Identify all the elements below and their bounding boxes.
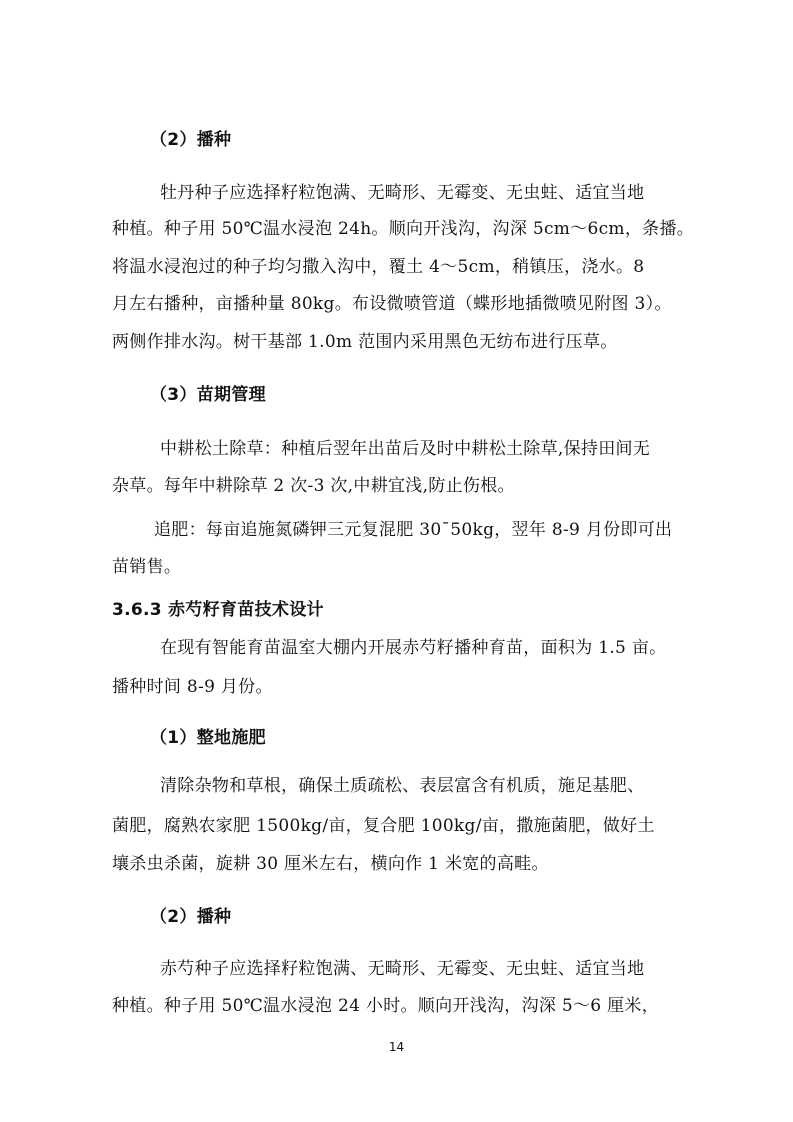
paragraph-line: 壤杀虫杀菌，旋耕 30 厘米左右，横向作 1 米宽的高畦。 — [112, 854, 549, 874]
paragraph-line: 中耕松土除草：种植后翌年出苗后及时中耕松土除草,保持田间无 — [160, 439, 651, 459]
paragraph-line: 将温水浸泡过的种子均匀撒入沟中，覆土 4～5cm，稍镇压，浇水。8 — [112, 257, 645, 277]
heading-sowing: （2）播种 — [150, 130, 232, 150]
heading-land-preparation: （1）整地施肥 — [150, 728, 266, 748]
paragraph-line: 种植。种子用 50℃温水浸泡 24h。顺向开浅沟，沟深 5cm～6cm，条播。 — [112, 219, 695, 239]
paragraph-line: 播种时间 8-9 月份。 — [112, 677, 273, 697]
section-heading: 3.6.3 赤芍籽育苗技术设计 — [112, 600, 324, 620]
paragraph-line: 种植。种子用 50℃温水浸泡 24 小时。顺向开浅沟，沟深 5～6 厘米， — [112, 996, 660, 1016]
paragraph-line: 牡丹种子应选择籽粒饱满、无畸形、无霉变、无虫蛀、适宜当地 — [160, 183, 645, 203]
paragraph-line: 赤芍种子应选择籽粒饱满、无畸形、无霉变、无虫蛀、适宜当地 — [160, 959, 645, 979]
heading-sowing-2: （2）播种 — [150, 907, 232, 927]
heading-seedling-management: （3）苗期管理 — [150, 385, 266, 405]
paragraph-line: 菌肥，腐熟农家肥 1500kg/亩，复合肥 100kg/亩，撒施菌肥，做好土 — [112, 816, 655, 836]
paragraph-line: 两侧作排水沟。树干基部 1.0m 范围内采用黑色无纺布进行压草。 — [112, 332, 618, 352]
paragraph-line: 在现有智能育苗温室大棚内开展赤芍籽播种育苗，面积为 1.5 亩。 — [160, 638, 667, 658]
paragraph-line: 追肥：每亩追施氮磷钾三元复混肥 30¯50kg，翌年 8-9 月份即可出 — [154, 520, 673, 540]
paragraph-line: 清除杂物和草根，确保土质疏松、表层富含有机质，施足基肥、 — [160, 776, 645, 796]
paragraph-line: 月左右播种，亩播种量 80kg。布设微喷管道（蝶形地插微喷见附图 3）。 — [112, 294, 672, 314]
paragraph-line: 苗销售。 — [112, 557, 182, 577]
paragraph-line: 杂草。每年中耕除草 2 次-3 次,中耕宜浅,防止伤根。 — [112, 476, 515, 496]
page-number: 14 — [388, 1040, 405, 1054]
